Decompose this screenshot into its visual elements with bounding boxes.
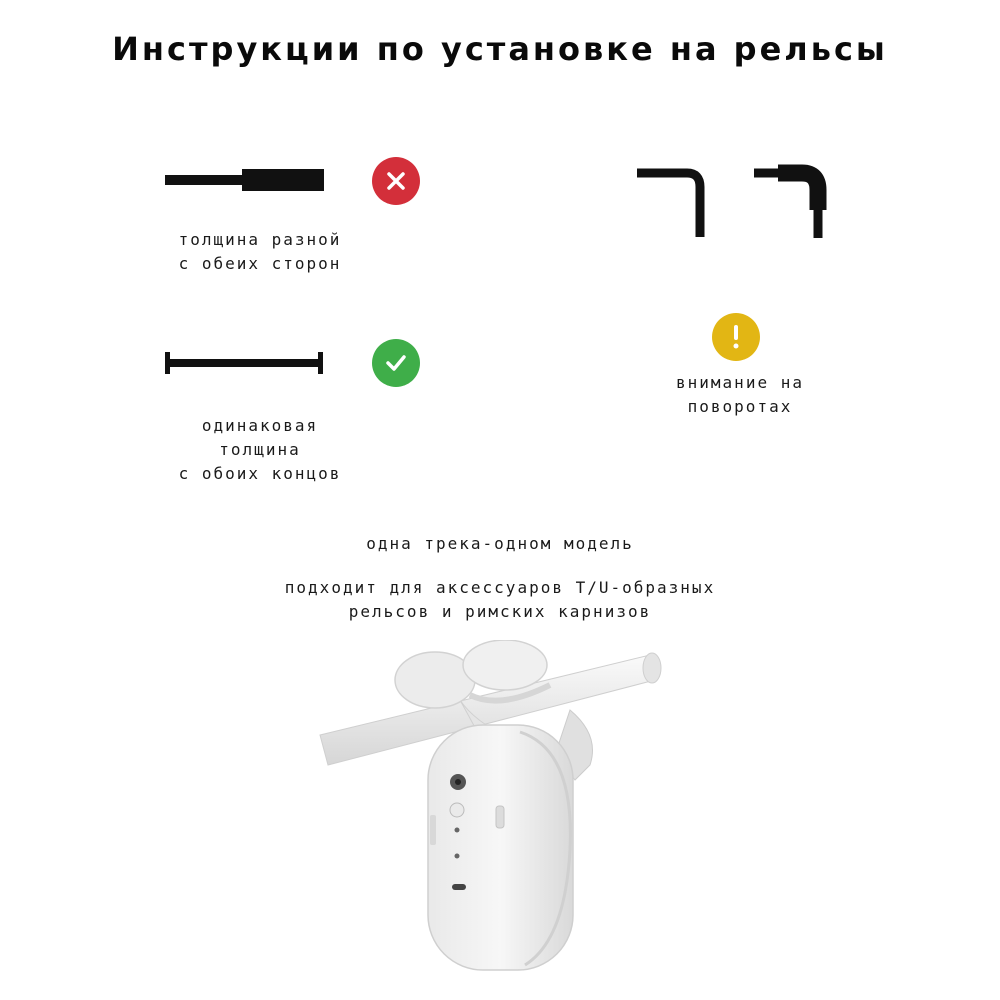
wrong-badge xyxy=(372,157,420,205)
wrong-caption-line1: толщина разной xyxy=(178,230,342,249)
exclamation-icon xyxy=(731,324,741,350)
right-caption-line3: с обоих концов xyxy=(178,464,342,483)
even-rail-icon xyxy=(160,348,330,378)
check-icon xyxy=(384,352,408,374)
right-caption-line2: толщина xyxy=(219,440,301,459)
right-badge xyxy=(372,339,420,387)
page-title: Инструкции по установке на рельсы xyxy=(112,30,888,68)
curtain-robot-image xyxy=(300,640,680,985)
warning-caption-line1: внимание на xyxy=(676,373,804,392)
compat-line2: рельсов и римских карнизов xyxy=(348,602,652,621)
right-caption-line1: одинаковая xyxy=(201,416,319,435)
right-caption xyxy=(140,414,380,486)
warning-badge xyxy=(712,313,760,361)
corner-rail-thin-icon xyxy=(632,165,712,240)
wrong-caption-line2: с обеих сторон xyxy=(178,254,342,273)
uneven-rail-icon xyxy=(160,165,330,195)
wrong-caption xyxy=(140,228,380,276)
corner-rail-thick-icon xyxy=(750,160,835,240)
compat-line1: подходит для аксессуаров T/U-образных xyxy=(284,578,716,597)
warning-caption-line2: поворотах xyxy=(687,397,793,416)
cross-icon xyxy=(385,170,407,192)
warning-caption xyxy=(630,371,850,419)
compat-text xyxy=(0,576,1000,624)
model-text: одна трека-одном модель xyxy=(366,534,634,553)
